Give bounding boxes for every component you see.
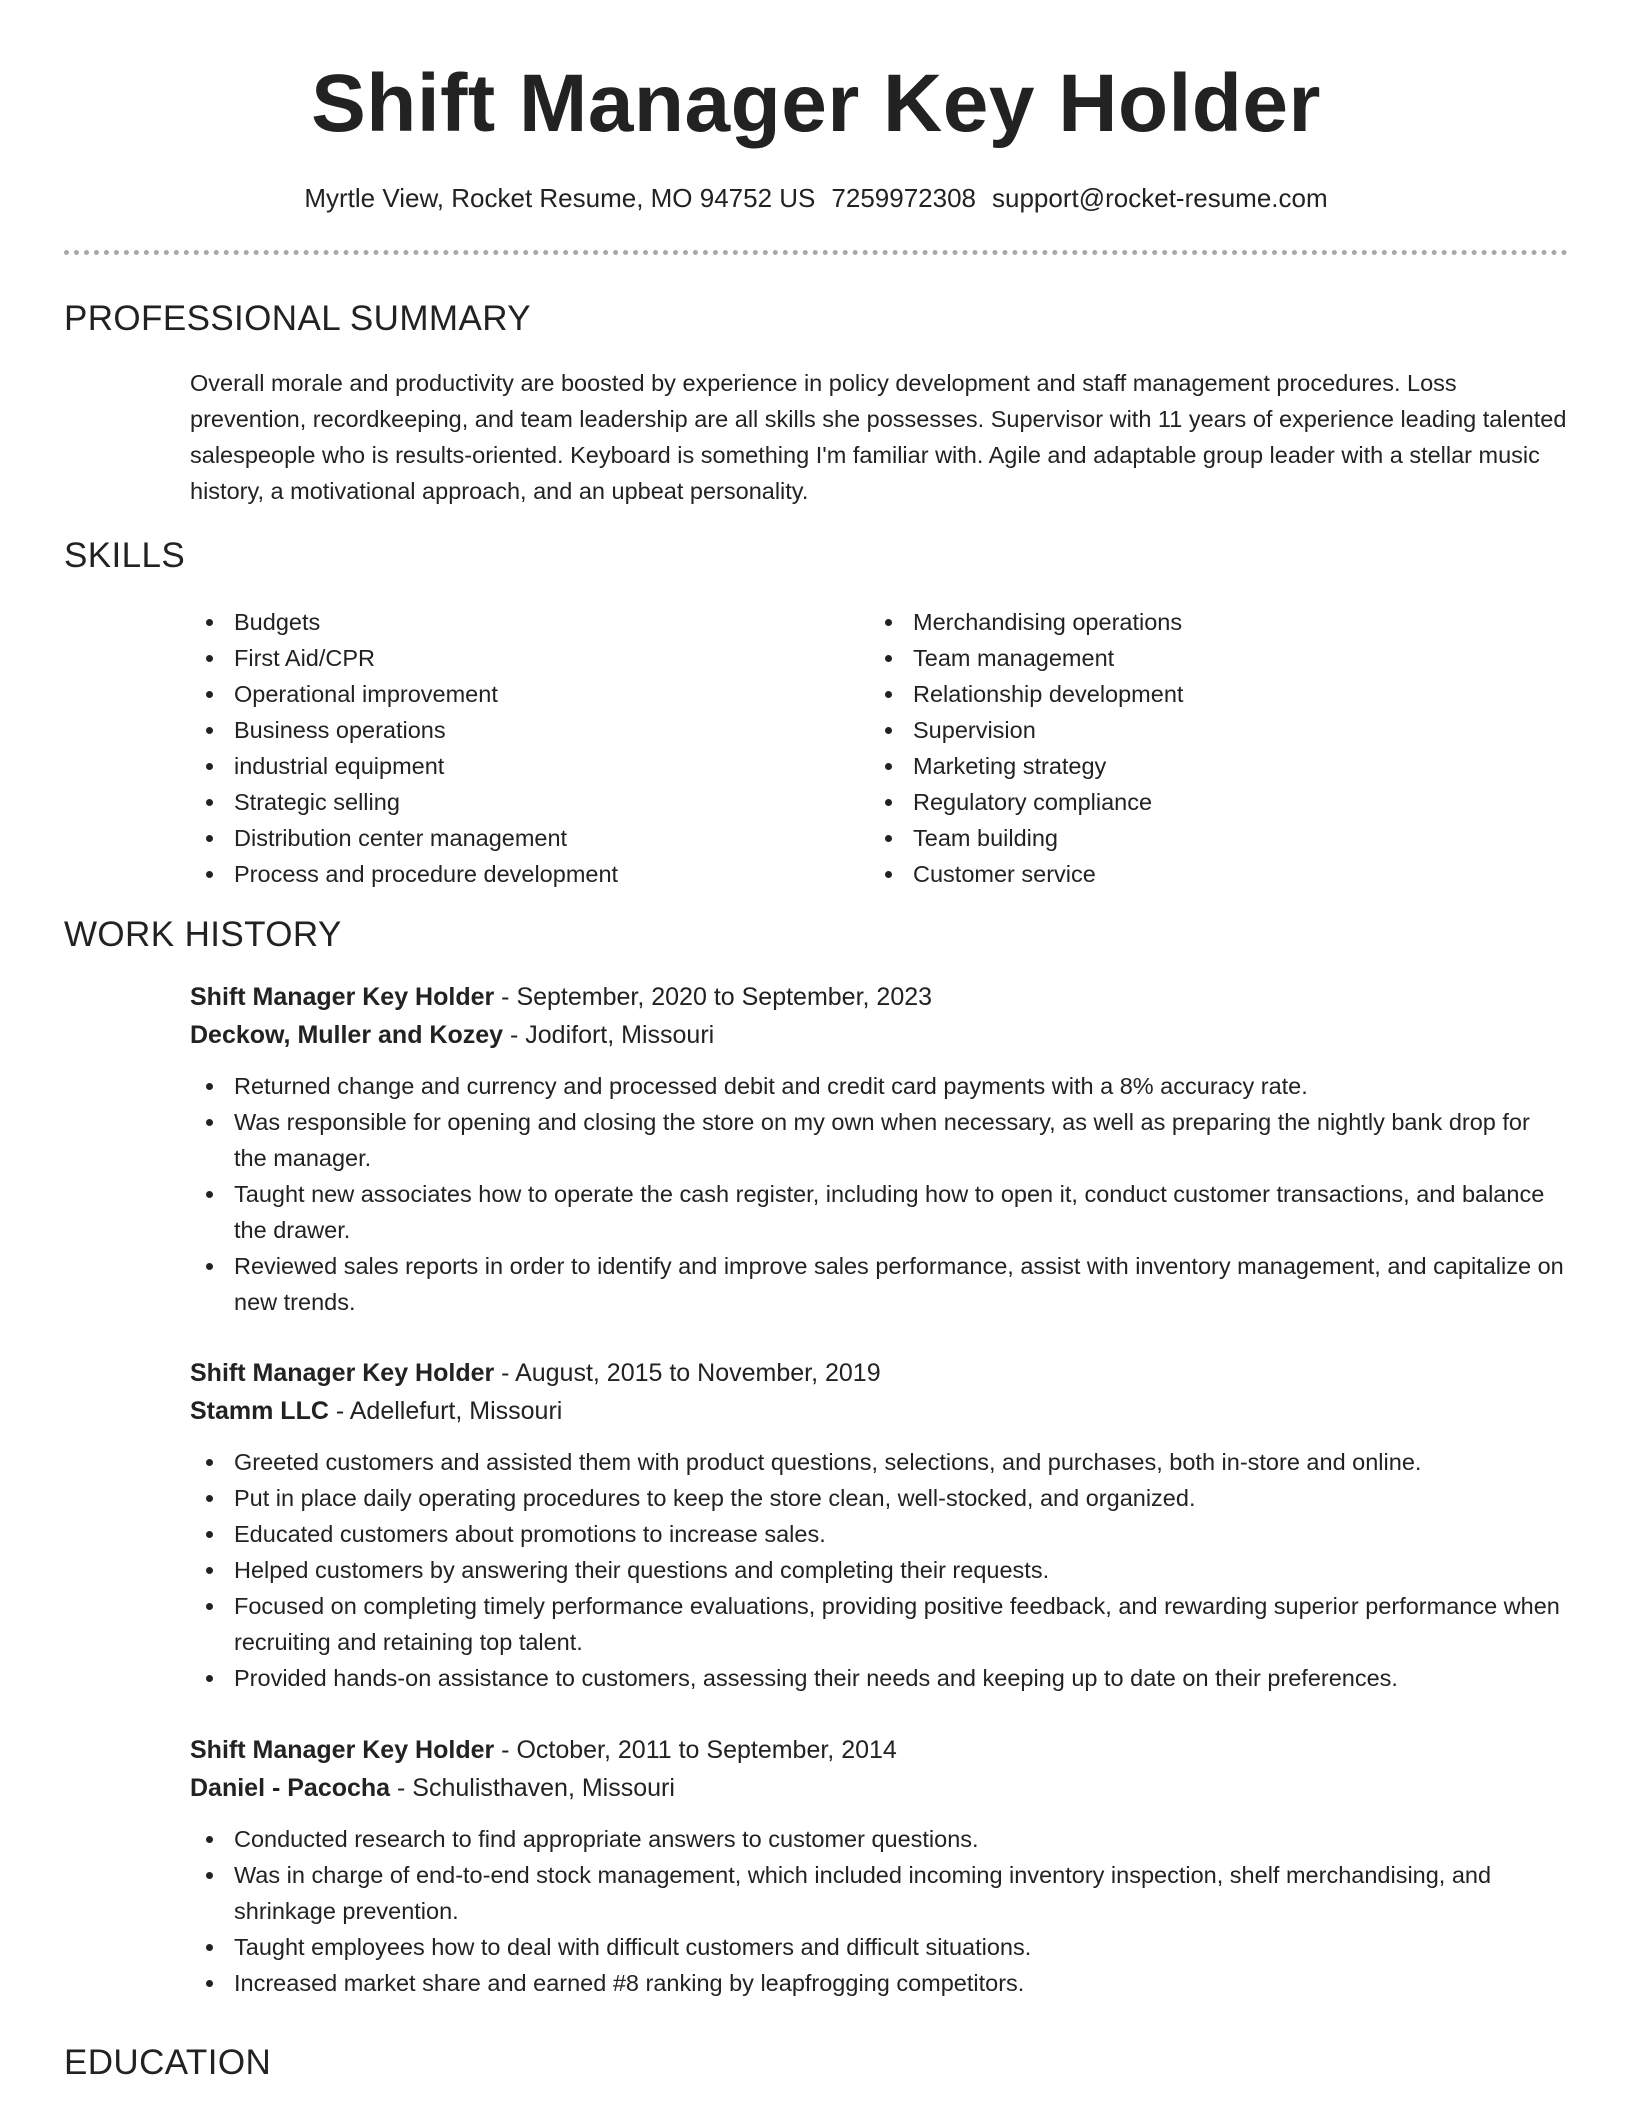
summary-heading: PROFESSIONAL SUMMARY (64, 299, 531, 338)
job-bullet: Reviewed sales reports in order to identify and improve sales performance, assist with inventory management, and capitalize on new trends. (190, 1248, 1568, 1320)
job-dates: - October, 2011 to September, 2014 (494, 1736, 897, 1764)
job-bullet: Returned change and currency and processed debit and credit card payments with a 8% accuracy rate. (190, 1068, 1568, 1104)
job-role: Shift Manager Key Holder (190, 1359, 495, 1387)
job-role: Shift Manager Key Holder (190, 1736, 495, 1764)
job-company: Stamm LLC (190, 1397, 329, 1425)
skill-item: Merchandising operations (869, 604, 1509, 640)
skill-item: Operational improvement (190, 676, 830, 712)
job-bullet: Was in charge of end-to-end stock management, which included incoming inventory inspection, shelf merchandising, and shrinkage prevention. (190, 1857, 1568, 1929)
skills-list-right (869, 604, 1509, 892)
job-location: - Jodifort, Missouri (503, 1021, 715, 1049)
job-company: Deckow, Muller and Kozey (190, 1021, 504, 1049)
skills-list-left (190, 604, 830, 892)
job-entry (190, 1731, 1568, 2001)
summary-text: Overall morale and productivity are boosted by experience in policy development and staff management procedures. Loss prevention, recordkeeping, and team leadership are all skills she possesses. Supervisor with 11 years of experience leading talented salespeople who is results-oriented. Keyboard is something I'm familiar with. Agile and adaptable group leader with a stellar music history, a motivational approach, and an upbeat personality. (190, 370, 1567, 504)
job-title-line (190, 1731, 1568, 1769)
job-role: Shift Manager Key Holder (190, 983, 495, 1011)
skill-item: Distribution center management (190, 820, 830, 856)
skill-item: Regulatory compliance (869, 784, 1509, 820)
job-dates: - August, 2015 to November, 2019 (494, 1359, 881, 1387)
skills-heading: SKILLS (64, 536, 186, 575)
contact-email: support@rocket-resume.com (992, 183, 1328, 213)
job-bullet: Taught employees how to deal with difficult customers and difficult situations. (190, 1929, 1568, 1965)
job-bullet: Focused on completing timely performance evaluations, providing positive feedback, and rewarding superior performance when recruiting and retaining top talent. (190, 1588, 1568, 1660)
skill-item: Process and procedure development (190, 856, 830, 892)
job-title-line (190, 978, 1568, 1016)
job-title-line (190, 1354, 1568, 1392)
job-company-line (190, 1769, 1568, 1807)
job-bullet: Taught new associates how to operate the cash register, including how to open it, conduct customer transactions, and balance the drawer. (190, 1176, 1568, 1248)
skill-item: industrial equipment (190, 748, 830, 784)
job-bullet: Educated customers about promotions to increase sales. (190, 1516, 1568, 1552)
candidate-name: Shift Manager Key Holder (311, 58, 1321, 149)
skill-item: Business operations (190, 712, 830, 748)
job-dates: - September, 2020 to September, 2023 (494, 983, 933, 1011)
job-company: Daniel - Pacocha (190, 1774, 391, 1802)
skill-item: Supervision (869, 712, 1509, 748)
skill-item: Team management (869, 640, 1509, 676)
contact-address: Myrtle View, Rocket Resume, MO 94752 US (304, 183, 816, 213)
job-bullet: Conducted research to find appropriate answers to customer questions. (190, 1821, 1568, 1857)
education-heading: EDUCATION (64, 2043, 272, 2082)
job-bullets (190, 1821, 1568, 2001)
skill-item: Relationship development (869, 676, 1509, 712)
skill-item: Customer service (869, 856, 1509, 892)
skill-item: Team building (869, 820, 1509, 856)
contact-line (0, 180, 1632, 216)
skill-item: Budgets (190, 604, 830, 640)
job-location: - Schulisthaven, Missouri (390, 1774, 675, 1802)
job-location: - Adellefurt, Missouri (328, 1397, 563, 1425)
job-entry (190, 1354, 1568, 1696)
work-history-heading: WORK HISTORY (64, 915, 342, 954)
header-divider (64, 250, 1568, 255)
job-bullet: Greeted customers and assisted them with product questions, selections, and purchases, both in-store and online. (190, 1444, 1568, 1480)
job-bullet: Increased market share and earned #8 ranking by leapfrogging competitors. (190, 1965, 1568, 2001)
skill-item: First Aid/CPR (190, 640, 830, 676)
job-company-line (190, 1016, 1568, 1054)
job-bullet: Put in place daily operating procedures to keep the store clean, well-stocked, and organized. (190, 1480, 1568, 1516)
job-bullet: Helped customers by answering their questions and completing their requests. (190, 1552, 1568, 1588)
job-bullets (190, 1444, 1568, 1696)
job-bullets (190, 1068, 1568, 1320)
job-company-line (190, 1392, 1568, 1430)
job-entry (190, 978, 1568, 1320)
job-bullet: Provided hands-on assistance to customers, assessing their needs and keeping up to date on their preferences. (190, 1660, 1568, 1696)
job-bullet: Was responsible for opening and closing the store on my own when necessary, as well as preparing the nightly bank drop for the manager. (190, 1104, 1568, 1176)
skill-item: Strategic selling (190, 784, 830, 820)
skill-item: Marketing strategy (869, 748, 1509, 784)
contact-phone: 7259972308 (831, 183, 977, 213)
